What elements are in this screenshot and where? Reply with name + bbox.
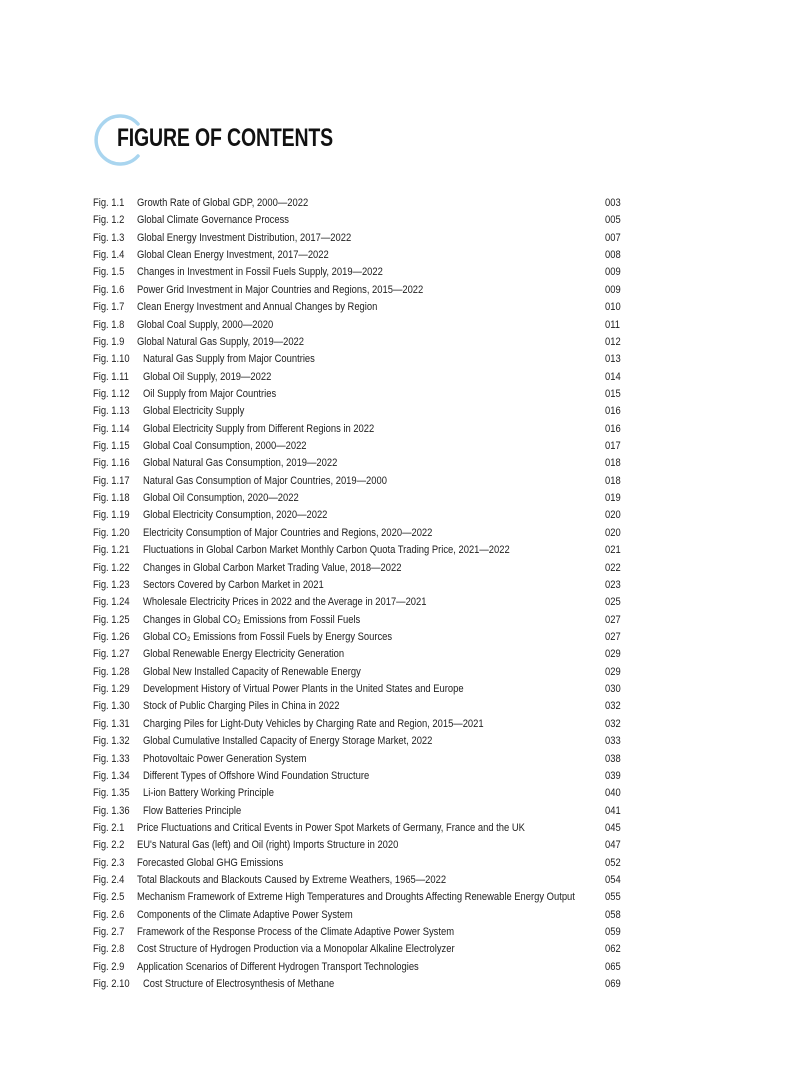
figure-number: Fig. 1.6 bbox=[93, 283, 125, 296]
page-number: 029 bbox=[605, 665, 621, 678]
page-number: 014 bbox=[605, 370, 621, 383]
list-item[interactable] bbox=[93, 612, 633, 629]
page-title: FIGURE OF CONTENTS bbox=[117, 124, 334, 152]
list-item[interactable] bbox=[93, 386, 633, 403]
page-number: 023 bbox=[605, 578, 621, 591]
page-number: 047 bbox=[605, 839, 621, 852]
figure-title: Mechanism Framework of Extreme High Temperatures and Droughts Affecting Renewable Energy Output bbox=[137, 891, 575, 904]
list-item[interactable] bbox=[93, 751, 633, 768]
figure-number: Fig. 1.10 bbox=[93, 353, 130, 366]
figure-title: Changes in Global CO₂ Emissions from Fossil Fuels bbox=[143, 613, 361, 626]
figure-title: Global CO₂ Emissions from Fossil Fuels by Energy Sources bbox=[143, 630, 393, 643]
figure-title: Global Climate Governance Process bbox=[137, 214, 290, 227]
list-item[interactable] bbox=[93, 577, 633, 594]
list-item[interactable] bbox=[93, 490, 633, 507]
page-number: 030 bbox=[605, 683, 621, 696]
page-number: 029 bbox=[605, 648, 621, 661]
page-number: 009 bbox=[605, 283, 621, 296]
figure-title: Global Clean Energy Investment, 2017—2022 bbox=[137, 249, 329, 262]
figure-number: Fig. 1.34 bbox=[93, 769, 130, 782]
page-number: 011 bbox=[605, 318, 620, 331]
page-number: 019 bbox=[605, 492, 621, 505]
page-number: 054 bbox=[605, 874, 621, 887]
page-number: 052 bbox=[605, 856, 621, 869]
list-item[interactable] bbox=[93, 195, 633, 212]
page-number: 027 bbox=[605, 613, 621, 626]
figure-number: Fig. 1.22 bbox=[93, 561, 130, 574]
figure-title: Global Cumulative Installed Capacity of Energy Storage Market, 2022 bbox=[143, 735, 433, 748]
list-item[interactable] bbox=[93, 959, 633, 976]
figure-title: Charging Piles for Light-Duty Vehicles by Charging Rate and Region, 2015—2021 bbox=[143, 717, 484, 730]
figure-number: Fig. 1.19 bbox=[93, 509, 130, 522]
page-number: 018 bbox=[605, 474, 621, 487]
list-item[interactable] bbox=[93, 646, 633, 663]
figure-title: Power Grid Investment in Major Countries and Regions, 2015—2022 bbox=[137, 283, 424, 296]
list-item[interactable] bbox=[93, 855, 633, 872]
list-item[interactable] bbox=[93, 560, 633, 577]
figure-title: Clean Energy Investment and Annual Changes by Region bbox=[137, 301, 378, 314]
page-number: 027 bbox=[605, 630, 621, 643]
figure-number: Fig. 1.4 bbox=[93, 249, 125, 262]
figure-title: Global Energy Investment Distribution, 2017—2022 bbox=[137, 231, 352, 244]
page-number: 003 bbox=[605, 197, 621, 209]
figure-number: Fig. 1.27 bbox=[93, 648, 130, 661]
list-item[interactable] bbox=[93, 455, 633, 472]
figure-number: Fig. 2.4 bbox=[93, 874, 125, 887]
list-item[interactable] bbox=[93, 681, 633, 698]
page-number: 032 bbox=[605, 700, 621, 713]
page-number: 020 bbox=[605, 509, 621, 522]
figure-title: Different Types of Offshore Wind Foundation Structure bbox=[143, 769, 370, 782]
figure-title: Photovoltaic Power Generation System bbox=[143, 752, 307, 765]
figure-title: Global Oil Consumption, 2020—2022 bbox=[143, 492, 299, 505]
figure-number: Fig. 1.8 bbox=[93, 318, 125, 331]
list-item[interactable] bbox=[93, 889, 633, 906]
figure-title: Development History of Virtual Power Plants in the United States and Europe bbox=[143, 683, 464, 696]
figure-title: Li-ion Battery Working Principle bbox=[143, 787, 274, 800]
figure-number: Fig. 1.36 bbox=[93, 804, 130, 817]
figure-title: Natural Gas Consumption of Major Countries, 2019—2000 bbox=[143, 474, 387, 487]
page-number: 033 bbox=[605, 735, 621, 748]
list-item[interactable] bbox=[93, 369, 633, 386]
figure-number: Fig. 2.9 bbox=[93, 960, 125, 973]
figure-title: Global Oil Supply, 2019—2022 bbox=[143, 370, 272, 383]
list-item[interactable] bbox=[93, 907, 633, 924]
list-item[interactable] bbox=[93, 230, 633, 247]
figure-number: Fig. 1.26 bbox=[93, 630, 130, 643]
page-number: 045 bbox=[605, 821, 621, 834]
figure-number: Fig. 1.28 bbox=[93, 665, 130, 678]
figure-number: Fig. 1.13 bbox=[93, 405, 130, 418]
figure-number: Fig. 2.1 bbox=[93, 821, 125, 834]
figure-title: Cost Structure of Hydrogen Production via a Monopolar Alkaline Electrolyzer bbox=[137, 943, 455, 956]
figure-title: Global Electricity Consumption, 2020—2022 bbox=[143, 509, 328, 522]
figure-title: Cost Structure of Electrosynthesis of Methane bbox=[143, 978, 335, 991]
figure-number: Fig. 1.15 bbox=[93, 440, 130, 453]
figure-title: Electricity Consumption of Major Countries and Regions, 2020—2022 bbox=[143, 526, 433, 539]
figure-number: Fig. 1.29 bbox=[93, 683, 130, 696]
list-item[interactable] bbox=[93, 924, 633, 941]
figure-number: Fig. 1.18 bbox=[93, 492, 130, 505]
figure-number: Fig. 1.9 bbox=[93, 335, 125, 348]
figure-number: Fig. 1.33 bbox=[93, 752, 130, 765]
page-number: 038 bbox=[605, 752, 621, 765]
list-item[interactable] bbox=[93, 803, 633, 820]
page-number: 062 bbox=[605, 943, 621, 956]
figure-number: Fig. 2.5 bbox=[93, 891, 125, 904]
list-item[interactable] bbox=[93, 872, 633, 889]
list-item[interactable] bbox=[93, 941, 633, 958]
list-item[interactable] bbox=[93, 820, 633, 837]
figure-title: Changes in Global Carbon Market Trading Value, 2018—2022 bbox=[143, 561, 402, 574]
figure-number: Fig. 1.35 bbox=[93, 787, 130, 800]
figure-title: Forecasted Global GHG Emissions bbox=[137, 856, 284, 869]
figure-title: Global Natural Gas Supply, 2019—2022 bbox=[137, 335, 305, 348]
figure-title: Global Electricity Supply bbox=[143, 405, 245, 418]
list-item[interactable] bbox=[93, 716, 633, 733]
figure-title: Global Coal Consumption, 2000—2022 bbox=[143, 440, 307, 453]
figure-title: Price Fluctuations and Critical Events in Power Spot Markets of Germany, France and the UK bbox=[137, 821, 525, 834]
list-item[interactable] bbox=[93, 664, 633, 681]
figure-title: Framework of the Response Process of the Climate Adaptive Power System bbox=[137, 926, 455, 939]
page-number: 065 bbox=[605, 960, 621, 973]
figure-number: Fig. 2.10 bbox=[93, 978, 130, 991]
figure-number: Fig. 1.11 bbox=[93, 370, 129, 383]
figure-title: Flow Batteries Principle bbox=[143, 804, 242, 817]
list-item[interactable] bbox=[93, 299, 633, 316]
figure-number: Fig. 1.5 bbox=[93, 266, 125, 279]
list-item[interactable] bbox=[93, 542, 633, 559]
figure-number: Fig. 2.3 bbox=[93, 856, 125, 869]
list-item[interactable] bbox=[93, 837, 633, 854]
figure-title: Global Natural Gas Consumption, 2019—2022 bbox=[143, 457, 338, 470]
figure-title: Global Coal Supply, 2000—2020 bbox=[137, 318, 274, 331]
figure-number: Fig. 2.2 bbox=[93, 839, 125, 852]
figure-title: Changes in Investment in Fossil Fuels Supply, 2019—2022 bbox=[137, 266, 383, 279]
list-item[interactable] bbox=[93, 733, 633, 750]
figure-number: Fig. 1.7 bbox=[93, 301, 125, 314]
page-number: 005 bbox=[605, 214, 621, 227]
page-number: 009 bbox=[605, 266, 621, 279]
page-number: 041 bbox=[605, 804, 621, 817]
figure-number: Fig. 1.32 bbox=[93, 735, 130, 748]
list-item[interactable] bbox=[93, 785, 633, 802]
list-item[interactable] bbox=[93, 594, 633, 611]
list-item[interactable] bbox=[93, 525, 633, 542]
figure-title: Global Electricity Supply from Different Regions in 2022 bbox=[143, 422, 375, 435]
list-item[interactable] bbox=[93, 351, 633, 368]
page-number: 016 bbox=[605, 405, 621, 418]
list-item[interactable] bbox=[93, 282, 633, 299]
figure-number: Fig. 1.14 bbox=[93, 422, 130, 435]
list-item[interactable] bbox=[93, 317, 633, 334]
page-number: 008 bbox=[605, 249, 621, 262]
page-number: 040 bbox=[605, 787, 621, 800]
figure-title: Wholesale Electricity Prices in 2022 and the Average in 2017—2021 bbox=[143, 596, 427, 609]
figure-number: Fig. 1.12 bbox=[93, 387, 130, 400]
figure-title: Application Scenarios of Different Hydrogen Transport Technologies bbox=[137, 960, 419, 973]
figure-number: Fig. 1.2 bbox=[93, 214, 125, 227]
list-item[interactable] bbox=[93, 976, 633, 993]
page-number: 022 bbox=[605, 561, 621, 574]
list-item[interactable] bbox=[93, 507, 633, 524]
figure-number: Fig. 2.6 bbox=[93, 908, 125, 921]
figure-title: Stock of Public Charging Piles in China in 2022 bbox=[143, 700, 340, 713]
figure-title: Natural Gas Supply from Major Countries bbox=[143, 353, 315, 366]
page-number: 032 bbox=[605, 717, 621, 730]
page-number: 017 bbox=[605, 440, 621, 453]
figure-title: Components of the Climate Adaptive Power System bbox=[137, 908, 353, 921]
list-item[interactable] bbox=[93, 421, 633, 438]
figure-number: Fig. 1.21 bbox=[93, 544, 130, 557]
figure-title: Growth Rate of Global GDP, 2000—2022 bbox=[137, 197, 309, 209]
page-number: 010 bbox=[605, 301, 621, 314]
page-number: 016 bbox=[605, 422, 621, 435]
list-item[interactable] bbox=[93, 212, 633, 229]
page-number: 025 bbox=[605, 596, 621, 609]
figure-title: Global Renewable Energy Electricity Generation bbox=[143, 648, 345, 661]
figure-list bbox=[93, 195, 633, 994]
figure-number: Fig. 1.25 bbox=[93, 613, 130, 626]
list-item[interactable] bbox=[93, 473, 633, 490]
figure-title: Oil Supply from Major Countries bbox=[143, 387, 277, 400]
page-number: 018 bbox=[605, 457, 621, 470]
page-number: 015 bbox=[605, 387, 621, 400]
page-number: 021 bbox=[605, 544, 621, 557]
figure-number: Fig. 1.3 bbox=[93, 231, 125, 244]
figure-title: Global New Installed Capacity of Renewable Energy bbox=[143, 665, 361, 678]
figure-number: Fig. 1.23 bbox=[93, 578, 130, 591]
figure-number: Fig. 1.24 bbox=[93, 596, 130, 609]
page-number: 012 bbox=[605, 335, 621, 348]
figure-number: Fig. 1.17 bbox=[93, 474, 130, 487]
page-number: 007 bbox=[605, 231, 621, 244]
figure-number: Fig. 1.1 bbox=[93, 197, 125, 209]
figure-title: EU's Natural Gas (left) and Oil (right) Imports Structure in 2020 bbox=[137, 839, 399, 852]
figure-number: Fig. 1.16 bbox=[93, 457, 130, 470]
figure-title: Fluctuations in Global Carbon Market Monthly Carbon Quota Trading Price, 2021—2022 bbox=[143, 544, 510, 557]
page-number: 055 bbox=[605, 891, 621, 904]
figure-number: Fig. 1.31 bbox=[93, 717, 130, 730]
figure-number: Fig. 1.30 bbox=[93, 700, 130, 713]
figure-number: Fig. 1.20 bbox=[93, 526, 130, 539]
figure-title: Total Blackouts and Blackouts Caused by Extreme Weathers, 1965—2022 bbox=[137, 874, 447, 887]
page-number: 013 bbox=[605, 353, 621, 366]
page-number: 069 bbox=[605, 978, 621, 991]
figure-number: Fig. 2.7 bbox=[93, 926, 125, 939]
list-item[interactable] bbox=[93, 768, 633, 785]
page-number: 058 bbox=[605, 908, 621, 921]
list-item[interactable] bbox=[93, 698, 633, 715]
list-item[interactable] bbox=[93, 629, 633, 646]
list-item[interactable] bbox=[93, 334, 633, 351]
list-item[interactable] bbox=[93, 264, 633, 281]
list-item[interactable] bbox=[93, 438, 633, 455]
list-item[interactable] bbox=[93, 403, 633, 420]
figure-number: Fig. 2.8 bbox=[93, 943, 125, 956]
page-number: 059 bbox=[605, 926, 621, 939]
list-item[interactable] bbox=[93, 247, 633, 264]
page-number: 039 bbox=[605, 769, 621, 782]
page-number: 020 bbox=[605, 526, 621, 539]
figure-title: Sectors Covered by Carbon Market in 2021 bbox=[143, 578, 324, 591]
